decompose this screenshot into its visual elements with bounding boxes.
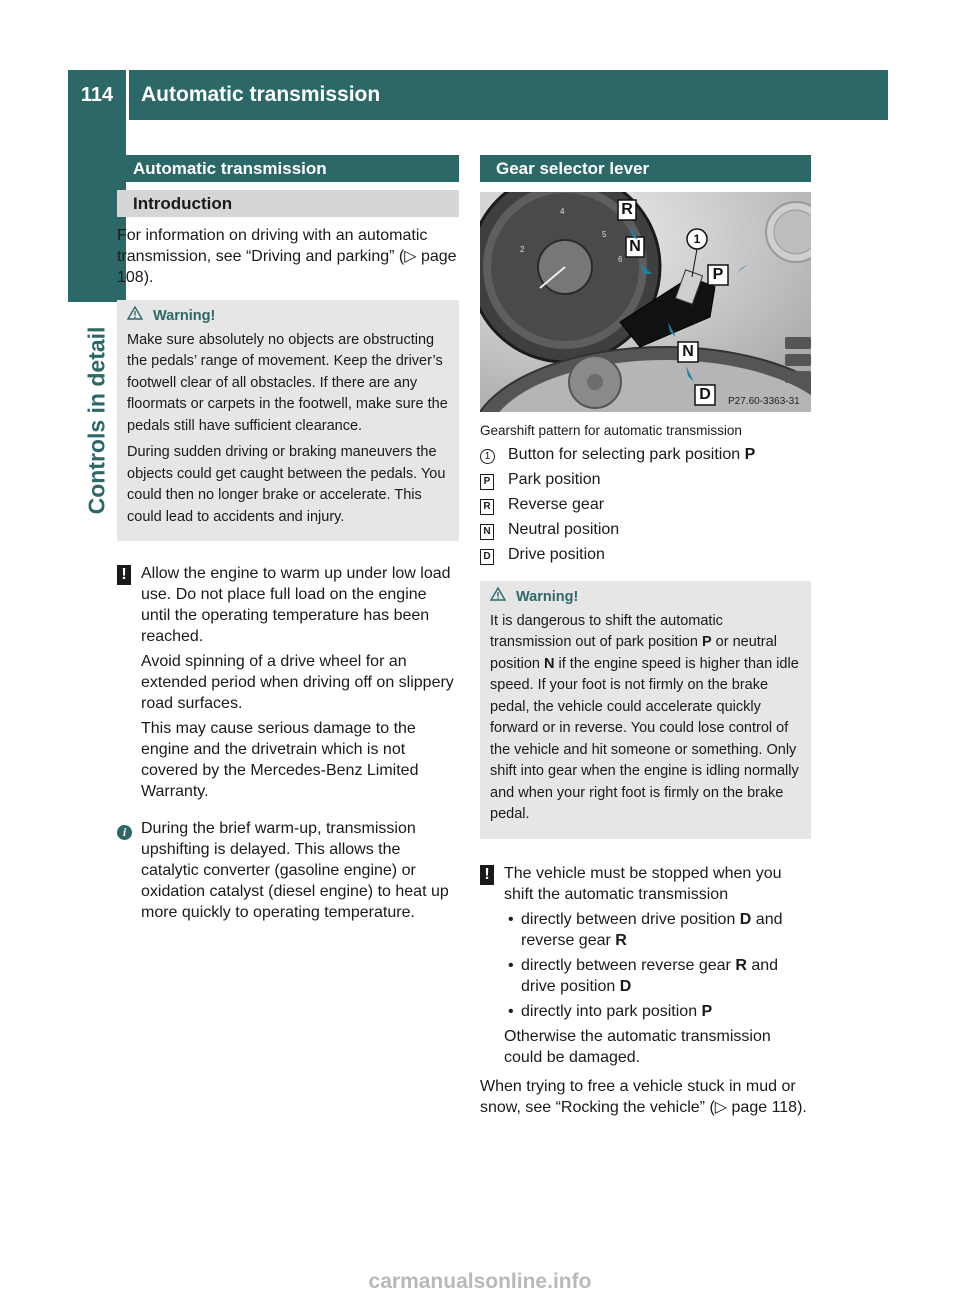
caution-bullet-list [504,909,811,1022]
svg-text:6: 6 [618,255,623,264]
warning-paragraph [490,611,805,826]
warning-box-shifting [480,581,811,839]
bullet-text: and drive position [521,956,779,995]
bullet-text: directly between reverse gear [521,956,736,974]
warning-bold: P [701,634,712,650]
exclamation-icon: ! [480,864,494,885]
gear-label-p: P [712,266,724,283]
legend-item [480,494,811,515]
right-column [480,155,811,1118]
gear-selector-illustration [480,192,811,412]
intro-paragraph: For information on driving with an automatic transmission, see “Driving and parking” (▷ page 108). [117,227,457,286]
info-note [117,818,459,923]
bullet-text: and reverse gear [521,910,783,949]
legend-text: Park position [508,471,601,488]
illustration-caption: Gearshift pattern for automatic transmission [480,423,742,438]
legend-text: Reverse gear [508,496,605,513]
reverse-symbol-icon: R [480,499,494,515]
page-number: 114 [80,84,114,106]
warning-box-pedals [117,300,459,541]
legend-item [480,469,811,490]
warning-text: or neutral position [490,634,777,672]
info-icon: i [117,821,132,842]
svg-text:2: 2 [520,245,525,254]
legend-item [480,444,811,465]
caution-note [117,563,459,802]
bullet-item [504,1001,811,1022]
park-symbol-icon: P [480,474,494,490]
legend-bold: P [744,446,756,463]
left-column [117,155,459,927]
legend-item [480,519,811,540]
drive-symbol-icon: D [480,549,494,565]
legend-text: Button for selecting park position [508,446,745,463]
warning-paragraph: Make sure absolutely no objects are obstructing the pedals’ range of movement. Keep the driver’s footwell clear of all obstacles. If there are any floormats or carpets in the footwell, make sure the pedals still have sufficient clearance. [127,331,448,434]
caution-paragraph: Avoid spinning of a drive wheel for an extended period when driving off on slippery road surfaces. [141,653,454,712]
page-title: Automatic transmission [141,83,381,106]
warning-bold: N [544,655,555,672]
gear-selector-drawing [480,192,811,412]
gear-label-n-lower: N [682,343,694,360]
bullet-item [504,955,811,997]
neutral-symbol-icon: N [480,524,494,540]
caution-paragraph: Allow the engine to warm up under low load use. Do not place full load on the engine until the operating temperature has been reached. [141,565,451,645]
footer-watermark: carmanualsonline.info [368,1270,592,1293]
legend-list [480,444,811,565]
section-title-gear-selector-lever: Gear selector lever [480,155,811,182]
bullet-bold: D [739,910,752,928]
caution-lead: The vehicle must be stopped when you shift the automatic transmission [504,864,782,903]
warning-text: It is dangerous to shift the automatic transmission out of park position [490,612,723,650]
closing-paragraph: When trying to free a vehicle stuck in mud or snow, see “Rocking the vehicle” (▷ page 118). [480,1077,807,1116]
bullet-bold: R [735,956,747,974]
svg-text:4: 4 [560,207,565,216]
exclamation-icon: ! [117,564,131,585]
bullet-bold: P [701,1002,713,1020]
caution-tail: Otherwise the automatic transmission could be damaged. [504,1027,771,1066]
callout-1-icon: 1 [480,449,495,464]
legend-text: Neutral position [508,521,620,538]
side-tab-label: Controls in detail [83,326,110,514]
warning-title: Warning! [516,589,579,605]
caution-note [480,863,811,1068]
bullet-text: directly between drive position [521,910,740,928]
bullet-item [504,909,811,951]
subsection-title-introduction: Introduction [117,190,459,217]
illustration-code: P27.60-3363-31 [728,396,800,407]
legend-item [480,544,811,565]
warning-triangle-icon [127,306,143,328]
bullet-text: directly into park position [521,1002,702,1020]
legend-text: Drive position [508,546,605,563]
warning-paragraph: During sudden driving or braking maneuvers the objects could get caught between the pedals. You could then no longer brake or accelerate. This could lead to accidents and injury. [127,444,446,525]
header-divider [126,70,129,120]
warning-text: if the engine speed is higher than idle speed. If your foot is not firmly on the brake pedal, the vehicle could accelerate quickly forward or in reverse. You could lose control of the vehicle and hit someone or something. Only shift into gear when the engine is idling normally and when your right foot is firmly on the brake pedal. [490,655,799,822]
warning-title: Warning! [153,308,216,324]
gear-label-d: D [699,386,711,403]
warning-triangle-icon [490,587,506,609]
bullet-bold: D [619,977,632,995]
gear-label-r: R [621,201,633,218]
caution-paragraph: This may cause serious damage to the engine and the drivetrain which is not covered by the Mercedes-Benz Limited Warranty. [141,720,419,800]
callout-1: 1 [693,232,701,246]
section-title-automatic-transmission: Automatic transmission [117,155,459,182]
gear-label-n: N [629,238,641,255]
bullet-bold: R [615,931,627,949]
info-paragraph: During the brief warm-up, transmission upshifting is delayed. This allows the catalytic converter (gasoline engine) or oxidation catalyst (diesel engine) to heat up more quickly to operating temperature. [141,820,449,921]
svg-text:5: 5 [602,230,607,239]
